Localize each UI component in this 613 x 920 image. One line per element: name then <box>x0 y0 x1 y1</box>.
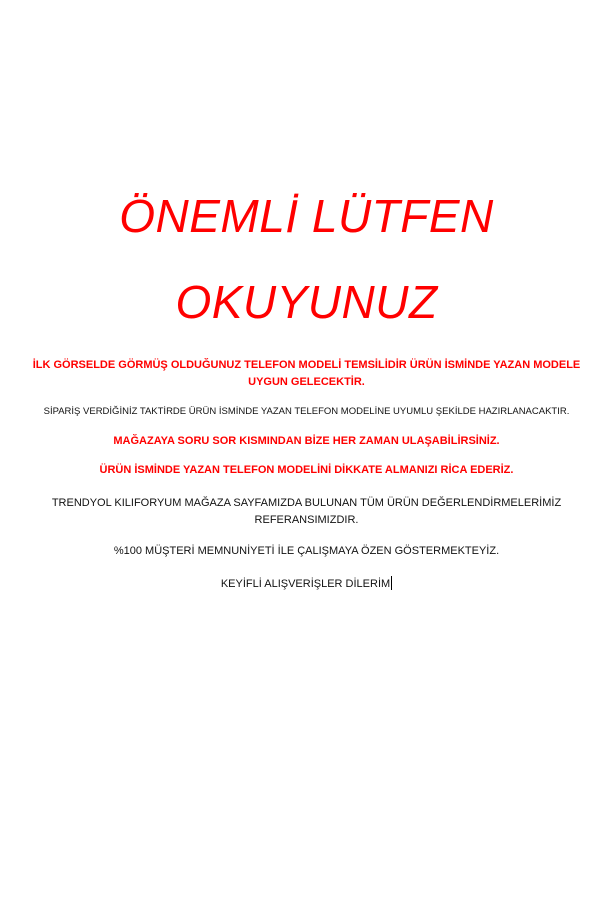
heading-line-1: ÖNEMLİ LÜTFEN <box>119 190 494 242</box>
notice-satisfaction: %100 MÜŞTERİ MEMNUNİYETİ İLE ÇALIŞMAYA ÖZEN GÖSTERMEKTEYİZ. <box>113 545 500 557</box>
notice-order-preparation: SİPARİŞ VERDİĞİNİZ TAKTİRDE ÜRÜN İSMİNDE YAZAN TELEFON MODELİNE UYUMLU ŞEKİLDE HAZIRLANACAKTIR. <box>43 406 570 417</box>
notice-check-model: ÜRÜN İSMİNDE YAZAN TELEFON MODELİNİ DİKKATE ALMANIZI RİCA EDERİZ. <box>99 464 514 476</box>
closing-text: KEYİFLİ ALIŞVERİŞLER DİLERİM <box>220 578 391 590</box>
text-cursor <box>391 576 392 590</box>
notice-contact-store: MAĞAZAYA SORU SOR KISMINDAN BİZE HER ZAMAN ULAŞABİLİRSİNİZ. <box>113 435 500 447</box>
notice-closing <box>20 576 593 593</box>
notice-references: TRENDYOL KILIFORYUM MAĞAZA SAYFAMIZDA BULUNAN TÜM ÜRÜN DEĞERLENDİRMELERİMİZ REFERANSIMIZDIR. <box>51 497 562 526</box>
notice-representative-model: İLK GÖRSELDE GÖRMÜŞ OLDUĞUNUZ TELEFON MODELİ TEMSİLİDİR ÜRÜN İSMİNDE YAZAN MODELE UYGUN GELECEKTİR. <box>32 359 581 388</box>
heading-line-2: OKUYUNUZ <box>175 276 438 328</box>
